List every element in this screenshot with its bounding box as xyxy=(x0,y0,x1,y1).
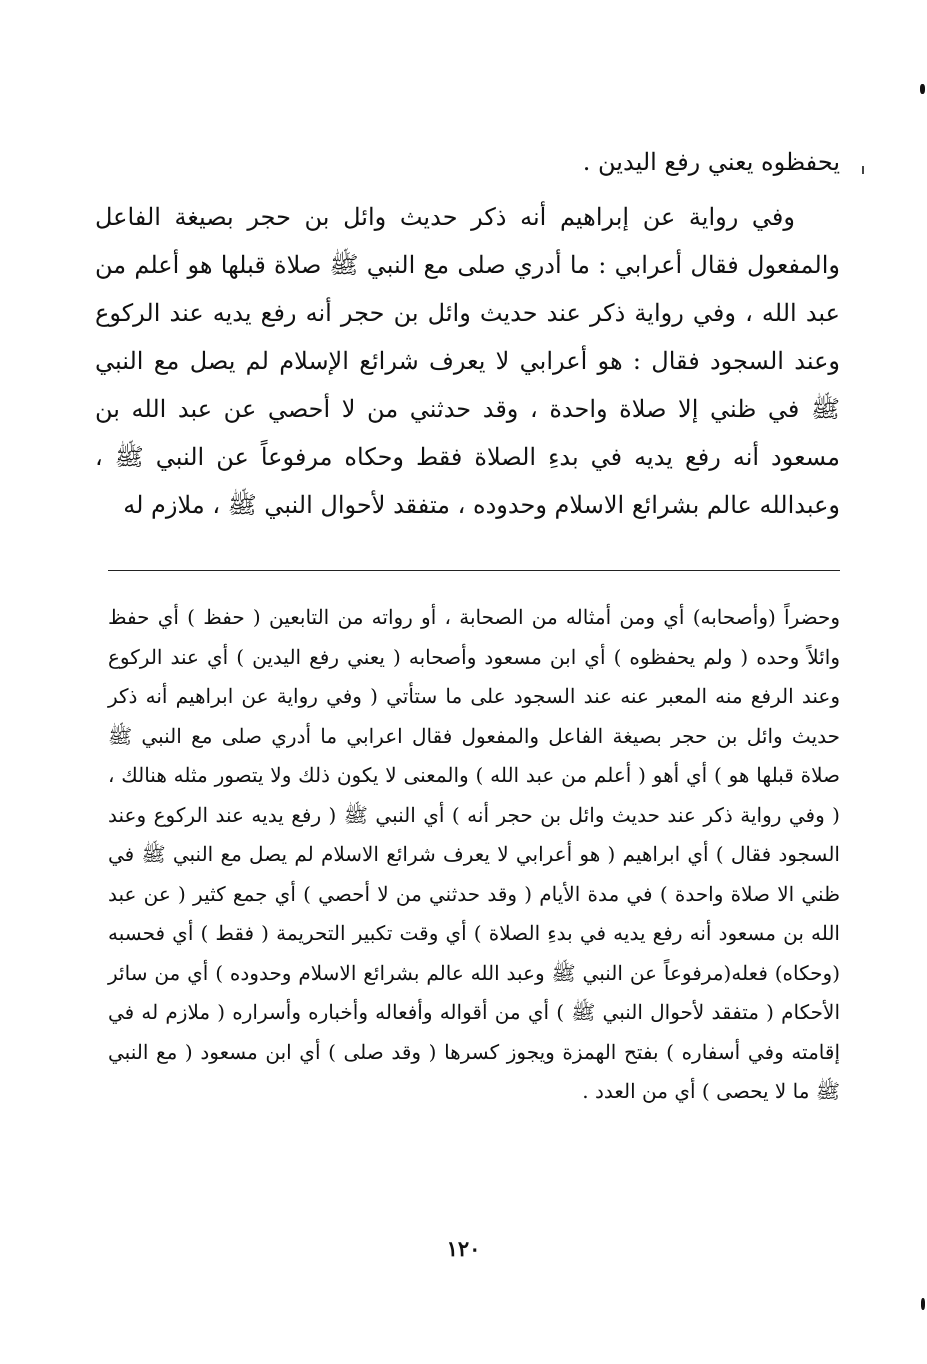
scan-mark xyxy=(862,166,864,174)
page-number: ١٢٠ xyxy=(446,1236,481,1261)
footnote-separator xyxy=(108,570,840,571)
footnote-commentary xyxy=(108,598,840,1112)
main-text xyxy=(95,138,840,529)
main-text-line: يحفظوه يعني رفع اليدين . xyxy=(582,148,840,176)
scan-mark xyxy=(921,1298,925,1310)
scan-mark xyxy=(920,84,925,94)
footnote-text: وحضراً (وأصحابه) أي ومن أمثاله من الصحابة ، أو رواته من التابعين ( حفظ ) أي حفظ وائلاً وحده ( ولم يحفظوه ) أي ابن مسعود وأصحابه ( يعني رفع اليدين ) أي عند الركوع وعند الرفع منه المعبر عنه عند السجود على ما ستأتي ( وفي رواية عن ابراهيم أنه ذكر حديث وائل بن حجر بصيغة الفاعل والمفعول فقال اعرابي ما أدري صلى مع النبي ﷺ صلاة قبلها هو ) أي أهو ( أعلم من عبد الله ) والمعنى لا يكون ذلك ولا يتصور مثله هنالك ، ( وفي رواية ذكر عند حديث وائل بن حجر أنه ) أي النبي ﷺ ( رفع يديه عند الركوع وعند السجود فقال ) أي ابراهيم ( هو أعرابي لا يعرف شرائع الاسلام لم يصل مع النبي ﷺ في ظني الا صلاة واحدة ) في مدة الأيام ( وقد حدثني من لا أحصي ) أي جمع كثير ( عن عبد الله بن مسعود أنه رفع يديه في بدءِ الصلاة ) أي وقت تكبير التحريمة ( فقط ) أي فحسبه (وحكاه) فعله(مرفوعاً عن النبي ﷺ وعبد الله عالم بشرائع الاسلام وحدوده ) أي من سائر الأحكام ( متفقد لأحوال النبي ﷺ ) أي من أقواله وأفعاله وأخباره وأسراره ( ملازم له في إقامته وفي أسفاره ) بفتح الهمزة ويجوز كسرها ( وقد صلى ) أي ابن مسعود ( مع النبي ﷺ ما لا يحصى ) أي من العدد . xyxy=(108,605,840,1103)
main-text-paragraph: وفي رواية عن إبراهيم أنه ذكر حديث وائل بن حجر بصيغة الفاعل والمفعول فقال أعرابي : ما أدري صلى مع النبي ﷺ صلاة قبلها هو أعلم من عبد الله ، وفي رواية ذكر عند حديث وائل بن حجر أنه رفع يديه عند الركوع وعند السجود فقال : هو أعرابي لا يعرف شرائع الإسلام لم يصل مع النبي ﷺ في ظني إلا صلاة واحدة ، وقد حدثني من لا أحصي عن عبد الله بن مسعود أنه رفع يديه في بدءِ الصلاة فقط وحكاه مرفوعاً عن النبي ﷺ ، وعبدالله عالم بشرائع الاسلام وحدوده ، متفقد لأحوال النبي ﷺ ، ملازم له xyxy=(95,203,840,519)
